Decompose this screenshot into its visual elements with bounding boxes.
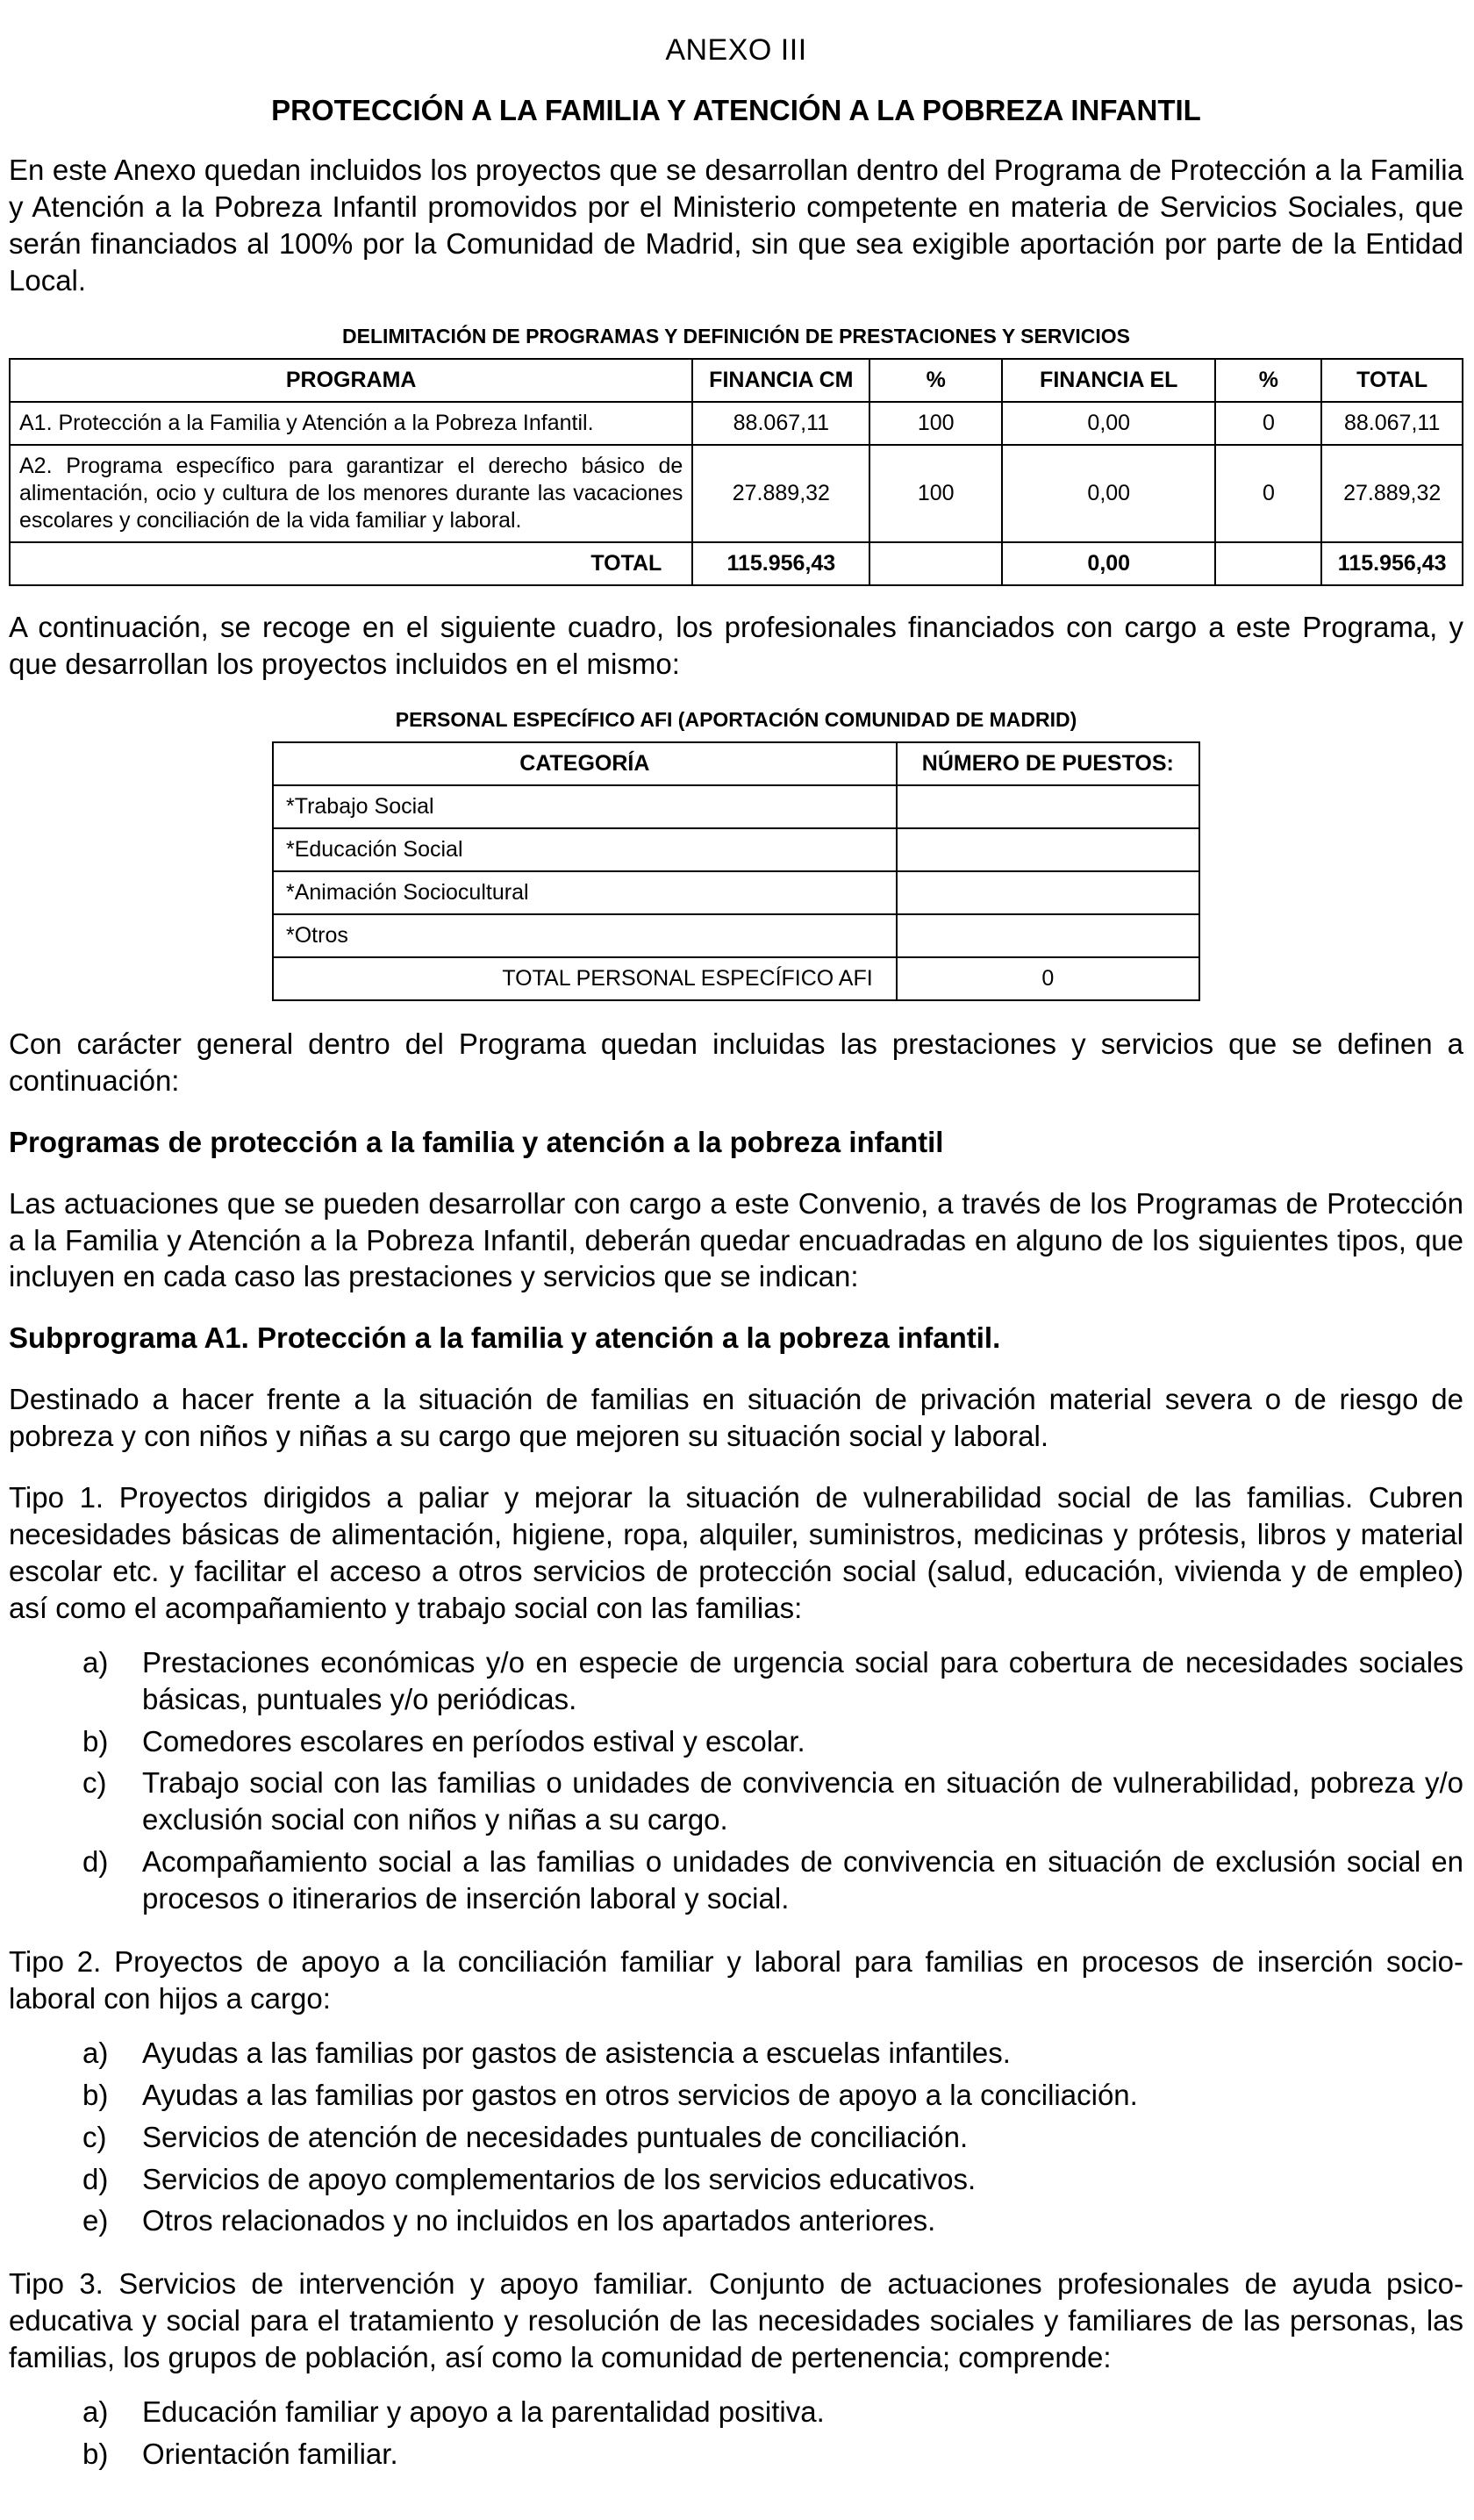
table-row-trabajo-social (273, 785, 1199, 828)
staff-table-header-row (273, 742, 1199, 785)
cell-financia-el-total: 0,00 (1002, 542, 1215, 585)
list-item-text: Servicios de apoyo complementarios de los servicios educativos. (142, 2162, 977, 2195)
list-item (9, 1723, 1463, 1760)
funding-table-header-row (10, 359, 1463, 402)
cell-pct-cm-total (869, 542, 1002, 585)
column-header-programa: PROGRAMA (10, 359, 692, 402)
document-title: PROTECCIÓN A LA FAMILIA Y ATENCIÓN A LA POBREZA INFANTIL (271, 94, 1201, 127)
table-row-educacion-social (273, 828, 1199, 871)
list-item-text: Acompañamiento social a las familias o unidades de convivencia en situación de exclusión social en procesos o itinerarios de inserción laboral y social. (142, 1845, 1463, 1915)
section-intro-paragraph: Las actuaciones que se pueden desarrollar con cargo a este Convenio, a través de los Programas de Protección a la Familia y Atención a la Pobreza Infantil, deberán quedar encuadradas en alguno de los siguientes tipos, que incluyen en cada caso las prestaciones y servicios que se indican: (9, 1186, 1463, 1293)
list-item-text: Comedores escolares en períodos estival y escolar. (142, 1724, 805, 1758)
cell-pct-el-total (1215, 542, 1321, 585)
list-marker: b) (82, 2078, 109, 2111)
general-note-paragraph: Con carácter general dentro del Programa quedan incluidas las prestaciones y servicios que se definen a continuación: (9, 1027, 1463, 1097)
cell-staff-total-label: TOTAL PERSONAL ESPECÍFICO AFI (273, 957, 897, 1000)
cell-categoria: *Animación Sociocultural (273, 871, 897, 914)
cell-num-puestos (897, 914, 1199, 957)
list-item (9, 1765, 1463, 1838)
list-item-text: Ayudas a las familias por gastos de asistencia a escuelas infantiles. (142, 2036, 1011, 2069)
list-item (9, 2202, 1463, 2239)
column-header-pct-el: % (1215, 359, 1321, 402)
list-marker: c) (82, 2120, 107, 2153)
cell-num-puestos (897, 871, 1199, 914)
funding-table-total-row (10, 542, 1463, 585)
list-marker: a) (82, 1645, 109, 1679)
table-row-a1 (10, 402, 1463, 445)
tipo1-intro-paragraph: Tipo 1. Proyectos dirigidos a paliar y mejorar la situación de vulnerabilidad social de las familias. Cubren necesidades básicas de alimentación, higiene, ropa, alquiler, suministros, medicinas y prótesis, libros y material escolar etc. y facilitar el acceso a otros servicios de protección social (salud, educación, vivienda y de empleo) así como el acompañamiento y trabajo social con las familias: (9, 1481, 1463, 1624)
list-item (9, 2394, 1463, 2431)
cell-financia-cm: 27.889,32 (692, 445, 869, 542)
list-marker: a) (82, 2036, 109, 2069)
table-row-animacion-sociocultural (273, 871, 1199, 914)
list-item-text: Servicios de atención de necesidades puntuales de conciliación. (142, 2120, 969, 2153)
cell-staff-total-value: 0 (897, 957, 1199, 1000)
column-header-financia-el: FINANCIA EL (1002, 359, 1215, 402)
list-item (9, 2035, 1463, 2072)
list-marker: d) (82, 2162, 109, 2195)
staff-table-caption: PERSONAL ESPECÍFICO AFI (APORTACIÓN COMUNIDAD DE MADRID) (395, 707, 1077, 731)
tipo2-intro-paragraph: Tipo 2. Proyectos de apoyo a la conciliación familiar y laboral para familias en procesos de inserción socio-laboral con hijos a cargo: (9, 1945, 1463, 2015)
cell-financia-cm: 88.067,11 (692, 402, 869, 445)
cell-total: 27.889,32 (1321, 445, 1463, 542)
list-item-text: Educación familiar y apoyo a la parentalidad positiva. (142, 2395, 825, 2429)
list-item-text: Ayudas a las familias por gastos en otros servicios de apoyo a la conciliación. (142, 2078, 1138, 2111)
list-item (9, 2077, 1463, 2114)
list-item (9, 2119, 1463, 2156)
column-header-total: TOTAL (1321, 359, 1463, 402)
cell-pct-cm: 100 (869, 445, 1002, 542)
list-item (9, 1644, 1463, 1718)
cell-financia-el: 0,00 (1002, 402, 1215, 445)
subprogram-intro-paragraph: Destinado a hacer frente a la situación de familias en situación de privación material severa o de riesgo de pobreza y con niños y niñas a su cargo que mejoren su situación social y laboral. (9, 1383, 1463, 1453)
cell-num-puestos (897, 785, 1199, 828)
cell-financia-cm-total: 115.956,43 (692, 542, 869, 585)
column-header-categoria: CATEGORÍA (273, 742, 897, 785)
subprogram-a1-heading: Subprograma A1. Protección a la familia y atención a la pobreza infantil. (9, 1321, 1001, 1355)
list-item-text: Otros relacionados y no incluidos en los apartados anteriores. (142, 2204, 936, 2237)
list-marker: a) (82, 2395, 109, 2429)
cell-categoria: *Otros (273, 914, 897, 957)
list-item (9, 1843, 1463, 1917)
cell-categoria: *Educación Social (273, 828, 897, 871)
cell-programa: A1. Protección a la Familia y Atención a la Pobreza Infantil. (10, 402, 692, 445)
cell-pct-cm: 100 (869, 402, 1002, 445)
staff-intro-paragraph: A continuación, se recoge en el siguiente cuadro, los profesionales financiados con cargo a este Programa, y que desarrollan los proyectos incluidos en el mismo: (9, 610, 1463, 680)
table-row-otros (273, 914, 1199, 957)
section-heading-programas: Programas de protección a la familia y atención a la pobreza infantil (9, 1125, 944, 1158)
list-marker: b) (82, 2438, 109, 2471)
staff-table (272, 741, 1200, 1001)
cell-financia-el: 0,00 (1002, 445, 1215, 542)
list-marker: b) (82, 1724, 109, 1758)
list-marker: e) (82, 2204, 109, 2237)
cell-programa: A2. Programa específico para garantizar el derecho básico de alimentación, ocio y cultura de los menores durante las vacaciones escolares y conciliación de la vida familiar y laboral. (10, 445, 692, 542)
list-marker: c) (82, 1766, 107, 1800)
cell-categoria: *Trabajo Social (273, 785, 897, 828)
funding-table-caption: DELIMITACIÓN DE PROGRAMAS Y DEFINICIÓN DE PRESTACIONES Y SERVICIOS (342, 324, 1130, 347)
cell-num-puestos (897, 828, 1199, 871)
staff-table-total-row (273, 957, 1199, 1000)
intro-paragraph: En este Anexo quedan incluidos los proyectos que se desarrollan dentro del Programa de Protección a la Familia y Atención a la Pobreza Infantil promovidos por el Ministerio competente en materia de Servicios Sociales, que serán financiados al 100% por la Comunidad de Madrid, sin que sea exigible aportación por parte de la Entidad Local. (9, 154, 1463, 297)
list-marker: d) (82, 1845, 109, 1879)
tipo3-intro-paragraph: Tipo 3. Servicios de intervención y apoyo familiar. Conjunto de actuaciones profesionales de ayuda psico-educativa y social para el tratamiento y resolución de las necesidades sociales y familiares de las personas, las familias, los grupos de población, así como la comunidad de pertenencia; comprende: (9, 2267, 1463, 2374)
column-header-num-puestos: NÚMERO DE PUESTOS: (897, 742, 1199, 785)
list-item-text: Orientación familiar. (142, 2438, 398, 2471)
cell-grand-total: 115.956,43 (1321, 542, 1463, 585)
column-header-pct-cm: % (869, 359, 1002, 402)
list-item-text: Trabajo social con las familias o unidades de convivencia en situación de vulnerabilidad, pobreza y/o exclusión social con niños y niñas a su cargo. (142, 1766, 1463, 1836)
tipo3-list (9, 2394, 1463, 2473)
cell-total: 88.067,11 (1321, 402, 1463, 445)
cell-pct-el: 0 (1215, 445, 1321, 542)
table-row-a2 (10, 445, 1463, 542)
list-item (9, 2436, 1463, 2473)
cell-total-label: TOTAL (10, 542, 692, 585)
list-item-text: Prestaciones económicas y/o en especie de urgencia social para cobertura de necesidades sociales básicas, puntuales y/o periódicas. (142, 1645, 1463, 1715)
column-header-financia-cm: FINANCIA CM (692, 359, 869, 402)
funding-table (9, 358, 1463, 586)
tipo2-list (9, 2035, 1463, 2240)
annex-title: ANEXO III (665, 33, 807, 67)
list-item (9, 2161, 1463, 2198)
cell-pct-el: 0 (1215, 402, 1321, 445)
tipo1-list (9, 1644, 1463, 1917)
